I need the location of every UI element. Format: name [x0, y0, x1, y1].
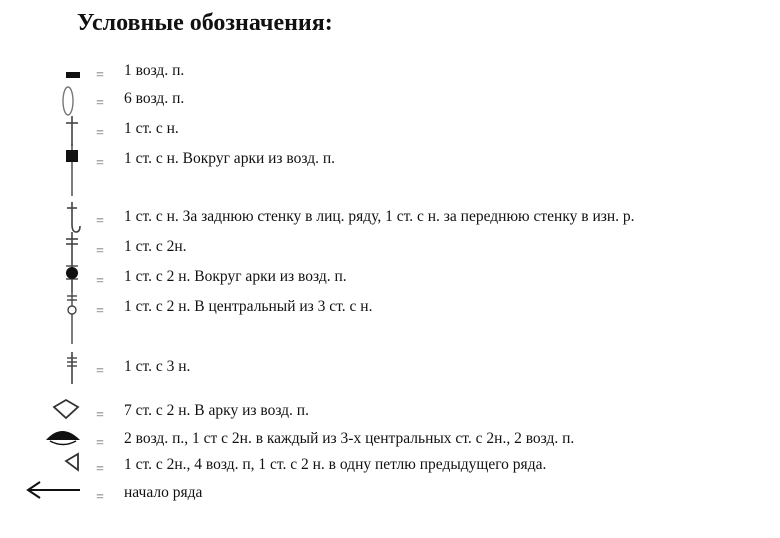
- arrow-left-icon: [24, 480, 86, 504]
- legend-text: 1 возд. п.: [124, 62, 185, 79]
- half-disc-icon: [40, 426, 102, 450]
- equals-sign: =: [96, 244, 104, 259]
- equals-sign: =: [96, 490, 104, 505]
- legend-text: 1 ст. с 2 н. Вокруг арки из возд. п.: [124, 268, 347, 285]
- dc-hook-icon: [40, 198, 102, 236]
- legend-text: 1 ст. с 2 н. В центральный из 3 ст. с н.: [124, 298, 373, 315]
- equals-sign: =: [96, 462, 104, 477]
- equals-sign: =: [96, 436, 104, 451]
- equals-sign: =: [96, 304, 104, 319]
- triangle-icon: [40, 452, 102, 476]
- legend-text: 1 ст. с н.: [124, 120, 179, 137]
- legend-text: 6 возд. п.: [124, 90, 185, 107]
- dc-square-icon: [40, 144, 102, 198]
- legend-text: 1 ст. с 3 н.: [124, 358, 191, 375]
- diamond-icon: [40, 398, 102, 422]
- legend-text: 1 ст. с 2н.: [124, 238, 187, 255]
- equals-sign: =: [96, 126, 104, 141]
- legend-text: 1 ст. с 2н., 4 возд. п, 1 ст. с 2 н. в одну петлю предыдущего ряда.: [124, 456, 547, 473]
- tr-circle-icon: [40, 292, 102, 346]
- equals-sign: =: [96, 68, 104, 83]
- oval-icon: [40, 84, 102, 118]
- equals-sign: =: [96, 274, 104, 289]
- chain-icon: [40, 68, 102, 82]
- legend-title: Условные обозначения:: [77, 10, 333, 36]
- legend-text: 2 возд. п., 1 ст с 2н. в каждый из 3-х центральных ст. с 2н., 2 возд. п.: [124, 430, 575, 447]
- tr-icon: [40, 232, 102, 264]
- dtr-icon: [40, 352, 102, 386]
- equals-sign: =: [96, 214, 104, 229]
- legend-text: 7 ст. с 2 н. В арку из возд. п.: [124, 402, 309, 419]
- legend-text: 1 ст. с н. Вокруг арки из возд. п.: [124, 150, 336, 167]
- equals-sign: =: [96, 96, 104, 111]
- tr-dot-icon: [40, 262, 102, 294]
- legend-text: 1 ст. с н. За заднюю стенку в лиц. ряду, 1 ст. с н. за переднюю стенку в изн. р.: [124, 208, 635, 225]
- equals-sign: =: [96, 156, 104, 171]
- equals-sign: =: [96, 364, 104, 379]
- legend-text: начало ряда: [124, 484, 203, 501]
- equals-sign: =: [96, 408, 104, 423]
- dc-icon: [40, 114, 102, 148]
